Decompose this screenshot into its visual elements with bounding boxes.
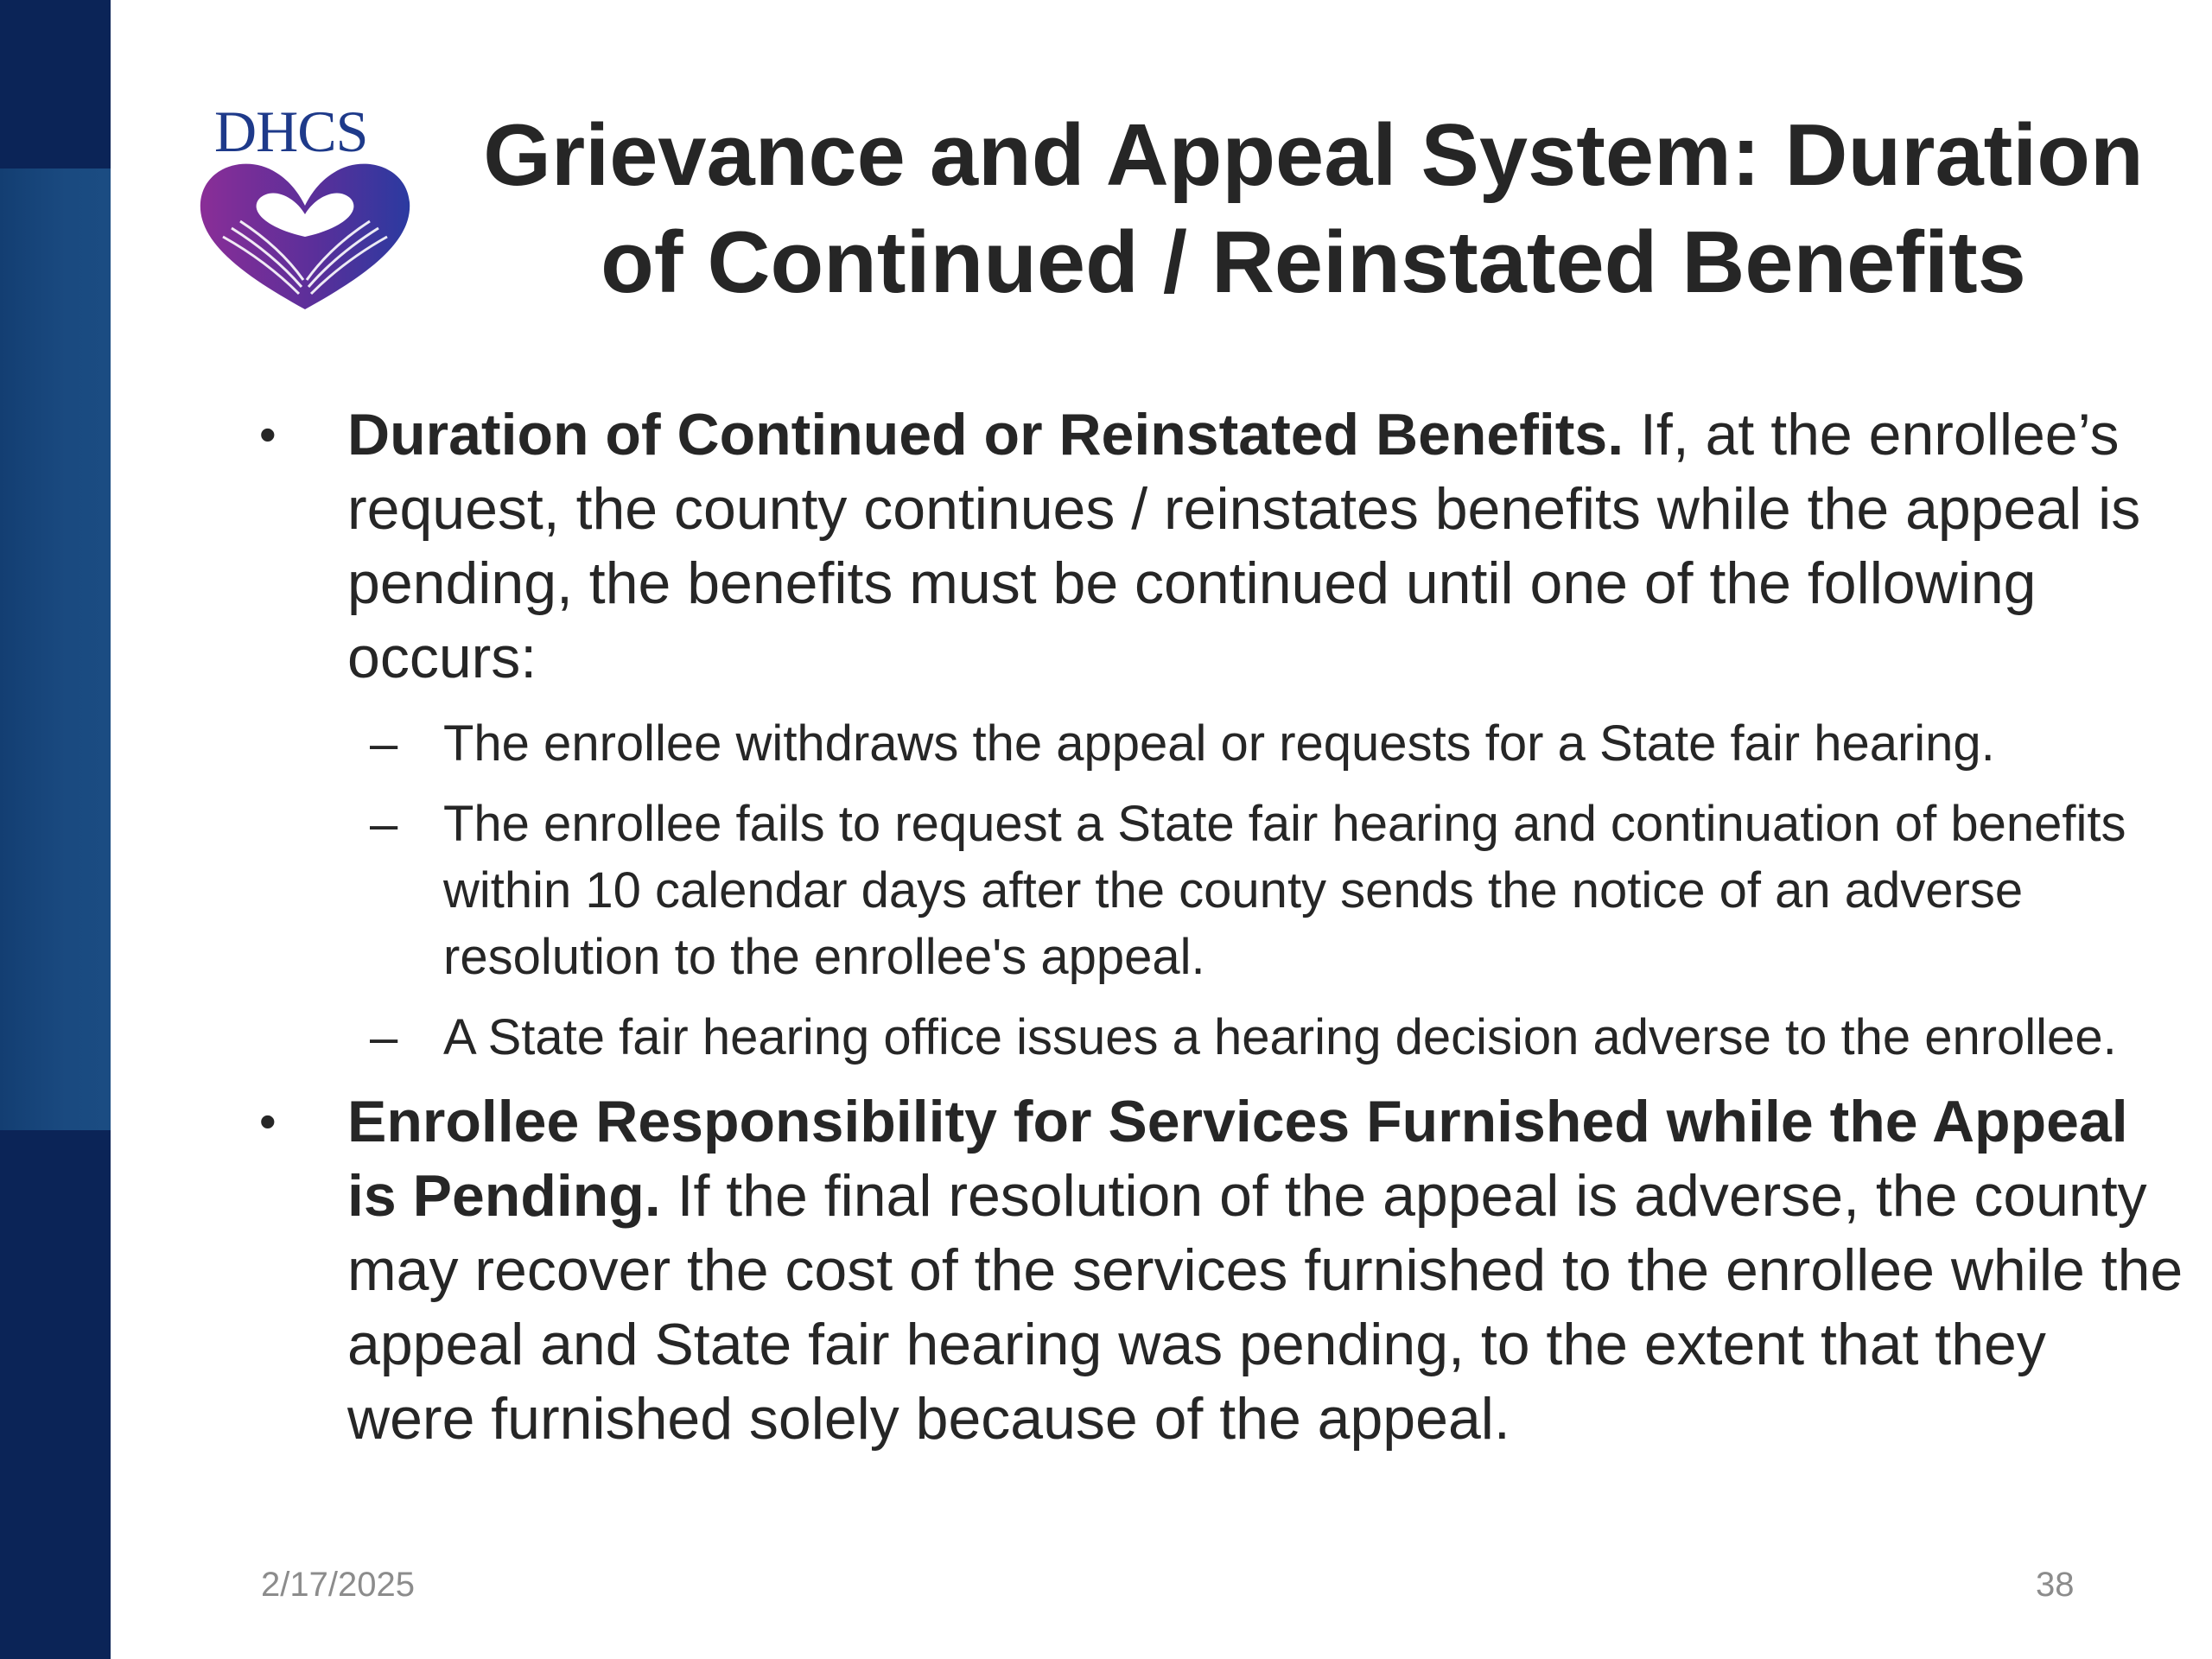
bullet-glyph: •	[259, 1094, 276, 1148]
dhcs-logo	[192, 99, 416, 309]
sidebar-bar-top	[0, 0, 111, 168]
sidebar-bar-middle	[0, 168, 111, 1130]
dash-glyph: –	[370, 715, 398, 772]
sub-item-text: The enrollee withdraws the appeal or requests for a State fair hearing.	[443, 715, 1995, 772]
sub-item	[259, 710, 2186, 777]
bullet-heading: Enrollee Responsibility for Services Furnished while the Appeal is Pending.	[347, 1089, 2128, 1229]
bullet-item	[259, 1084, 2186, 1456]
bullet-heading: Duration of Continued or Reinstated Benefits.	[347, 402, 1624, 467]
footer-date: 2/17/2025	[261, 1566, 415, 1604]
sub-item-text: A State fair hearing office issues a hearing decision adverse to the enrollee.	[443, 1009, 2117, 1065]
page-number: 38	[2036, 1566, 2075, 1604]
slide-title-line2: of Continued / Reinstated Benefits	[601, 214, 2026, 311]
logo-text: DHCS	[214, 99, 368, 164]
slide-body	[259, 397, 2186, 1456]
sidebar-bar-bottom	[0, 1130, 111, 1659]
bullet-item	[259, 397, 2186, 695]
slide-title	[449, 102, 2177, 316]
sub-item-text: The enrollee fails to request a State fair hearing and continuation of benefits within 10 calendar days after the county sends the notice of an adverse resolution to the enrollee's appeal.	[443, 796, 2126, 985]
bullet-text: If the final resolution of the appeal is adverse, the county may recover the cost of the services furnished to the enrollee while the appeal and State fair hearing was pending, to the extent that they were furnished solely because of the appeal.	[347, 1163, 2183, 1452]
sub-item	[259, 1004, 2186, 1071]
slide-title-line1: Grievance and Appeal System: Duration	[483, 107, 2144, 204]
bullet-text: If, at the enrollee’s request, the county continues / reinstates benefits while the appeal is pending, the benefits must be continued until one of the following occurs:	[347, 402, 2141, 690]
dash-glyph: –	[370, 796, 398, 852]
sub-list	[259, 710, 2186, 1071]
dash-glyph: –	[370, 1009, 398, 1065]
sub-item	[259, 791, 2186, 990]
heart-hands-icon	[197, 157, 413, 309]
bullet-glyph: •	[259, 407, 276, 461]
